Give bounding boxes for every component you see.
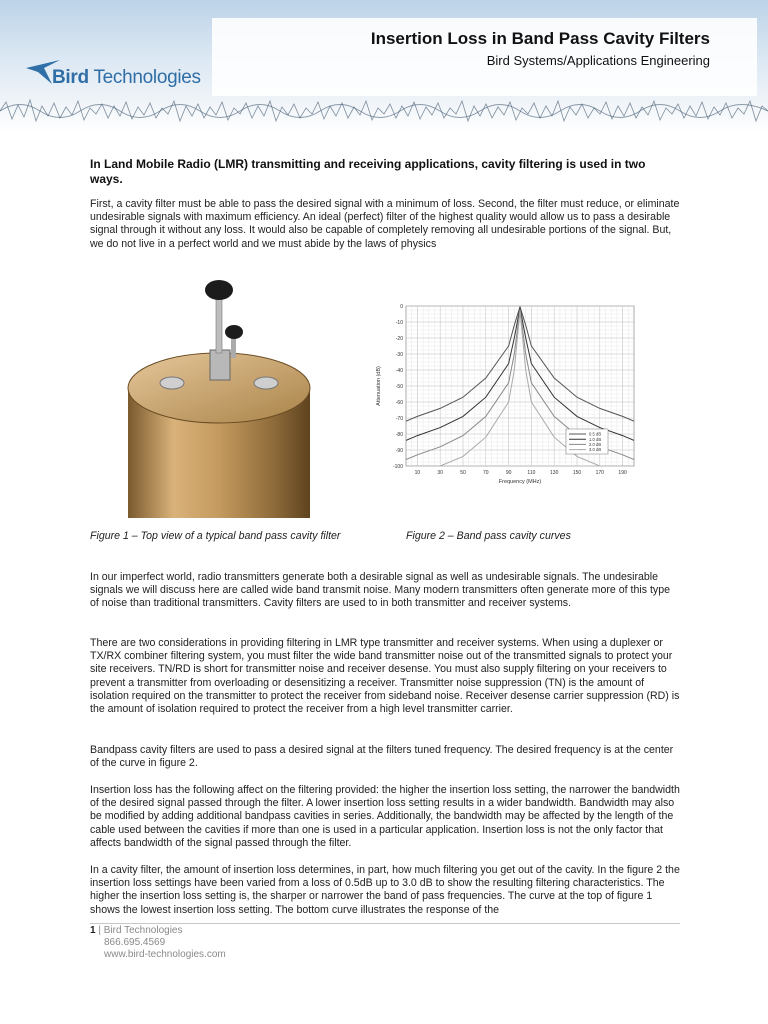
- x-tick-label: 50: [460, 470, 466, 476]
- page-subtitle: Bird Systems/Applications Engineering: [486, 53, 710, 68]
- x-axis-label: Frequency (MHz): [498, 479, 542, 485]
- y-axis-label: Attenuation (dB): [376, 366, 382, 406]
- figure-1-caption: Figure 1 – Top view of a typical band pass cavity filter: [90, 530, 341, 542]
- y-tick-label: -20: [395, 335, 403, 342]
- y-tick-label: -10: [395, 319, 403, 326]
- y-tick-label: -70: [395, 415, 403, 422]
- footer-phone: 866.695.4569: [104, 937, 166, 948]
- footer-web[interactable]: www.bird-technologies.com: [104, 949, 226, 960]
- page-title: Insertion Loss in Band Pass Cavity Filters: [370, 29, 710, 48]
- y-tick-label: -40: [395, 367, 403, 374]
- y-tick-label: -50: [395, 383, 403, 390]
- lead-heading: In Land Mobile Radio (LMR) transmitting and receiving applications, cavity filtering is used in two ways.: [90, 157, 646, 186]
- x-tick-label: 130: [550, 470, 559, 476]
- y-tick-label: 0: [400, 303, 403, 310]
- y-tick-label: -30: [395, 351, 403, 358]
- figure-2-caption: Figure 2 – Band pass cavity curves: [406, 530, 571, 542]
- legend-label: 2.0 dB: [589, 442, 602, 447]
- x-tick-label: 10: [414, 470, 421, 476]
- page-footer: [90, 925, 226, 961]
- footer-divider: [90, 923, 680, 924]
- cavity-filter-photo: [90, 278, 370, 518]
- header-banner: [0, 0, 768, 132]
- x-tick-label: 110: [527, 470, 536, 476]
- y-tick-label: -60: [395, 399, 403, 406]
- page-number: 1: [90, 925, 96, 936]
- company-logo-text: Bird Technologies: [52, 67, 201, 88]
- paragraph-3: There are two considerations in providing filtering in LMR type transmitter and receiver systems. When using a duplexer or TX/RX combiner filtering system, you must filter the wide band transmitter noise out of the transmitted signals to protect your site receivers. TN/RD is short for transmitter noise and receiver desense. You must also supply filtering on your receivers to prevent a transmitter from overloading or desensitizing a receiver. Transmitter noise suppression (TN) is the amount of isolation required on the transmitter to protect the receiver from sideband noise. Receiver desense carrier suppression (RD) is the amount of isolation required to protect the receiver from a high level transmitter carrier.: [90, 637, 680, 716]
- footer-separator: |: [95, 925, 104, 936]
- legend-label: 3.0 dB: [589, 447, 602, 453]
- chart-legend: [566, 429, 608, 454]
- footer-company: Bird Technologies: [103, 925, 183, 936]
- y-tick-label: -80: [395, 431, 403, 438]
- legend-label: 0.5 dB: [589, 431, 602, 437]
- paragraph-1: First, a cavity filter must be able to pass the desired signal with a minimum of loss. Second, the filter must reduce, or eliminate undesirable signals with maximum efficiency. An ideal (perfect) filter of the highest quality would allow us to pass a desirable signal through it without any loss. It would also be capable of completely removing all undesirable portions of the signal. But, we do not live in a perfect world and we must abide by the laws of physics: [90, 198, 680, 250]
- legend-label: 1.0 dB: [589, 436, 602, 442]
- band-pass-cavity-chart: [368, 300, 643, 505]
- x-tick-label: 70: [483, 470, 489, 476]
- x-tick-label: 190: [618, 470, 627, 476]
- y-tick-label: -100: [392, 463, 403, 470]
- paragraph-4: Bandpass cavity filters are used to pass a desired signal at the filters tuned frequency. The desired frequency is at the center of the curve in figure 2.: [90, 744, 674, 770]
- decorative-wave-pattern: [0, 88, 768, 132]
- x-tick-label: 150: [572, 470, 582, 476]
- x-tick-label: 170: [595, 470, 604, 476]
- paragraph-5: Insertion loss has the following affect on the filtering provided: the higher the insertion loss setting, the narrower the bandwidth of the desired signal passed through the filter. A lower insertion loss setting results in a wider bandwidth. Bandwidth may also be modified by adding additional bandpass cavities in series. Additionally, the bandwidth may be affected by the length of the cable used between the cavities if more than one is used in a particular application. Insertion loss is not the only factor that affects bandwidth of the signal passed through the filter.: [90, 784, 680, 849]
- x-tick-label: 30: [437, 470, 443, 476]
- paragraph-2: In our imperfect world, radio transmitters generate both a desirable signal as well as undesirable signals. The undesirable signals we will discuss here are called wide band transmit noise. Many modern transmitters often generate more of this type of noise than traditional transmitters. Cavity filters are used to in both transmitter and receiver systems.: [90, 571, 670, 610]
- paragraph-6: In a cavity filter, the amount of insertion loss determines, in part, how much filtering you get out of the cavity. In the figure 2 the insertion loss settings have been varied from a loss of 0.5dB up to 3.0 dB to show the resulting filtering characteristics. The higher the insertion loss setting is, the sharper or narrower the band of pass frequencies. The curve at the top of figure 1 shows the lowest insertion loss setting. The bottom curve illustrates the response of the: [90, 864, 680, 916]
- y-tick-label: -90: [395, 447, 403, 454]
- x-tick-label: 90: [505, 470, 512, 476]
